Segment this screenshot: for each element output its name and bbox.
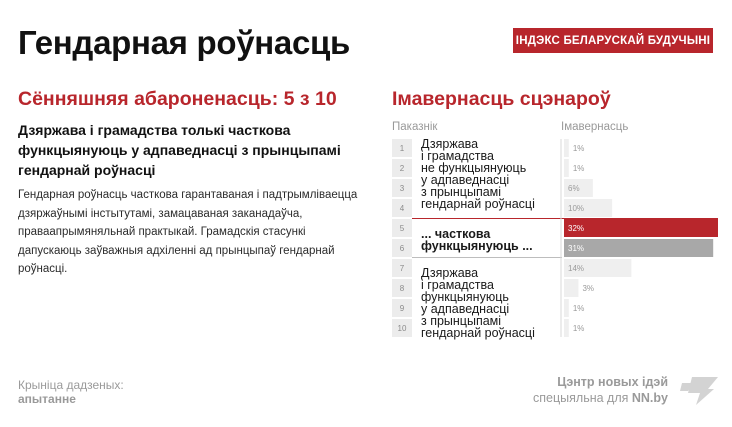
source-value: апытанне: [18, 392, 76, 406]
highlight-band-bottom: [412, 257, 562, 258]
brand-name: Цэнтр новых ідэй: [557, 375, 668, 389]
row-index: 5: [399, 224, 405, 233]
row-index: 10: [397, 324, 407, 333]
row-index: 1: [399, 144, 405, 153]
data-label: 1%: [572, 144, 585, 153]
data-label: 14%: [568, 264, 585, 273]
bar: [564, 279, 578, 297]
highlight-band-top: [412, 218, 718, 219]
data-label: 3%: [582, 284, 594, 293]
row-index: 9: [399, 304, 405, 313]
brand-attribution-prefix: спецыяльна для: [533, 391, 632, 405]
current-assessment-description: Гендарная роўнасць часткова гарантаваная і падтрымліваецца дзяржаўнымі інстытутамі, замацаваная заканадаўча, праваапрымяняльнай практыкай. Грамадскія стасункі дапускаюць заўважныя адхіленні ад прынцыпаў гендарнай роўнасці.: [18, 189, 358, 275]
brand-logo-icon: [678, 377, 718, 405]
index-badge: ІНДЭКС БЕЛАРУСКАЙ БУДУЧЫНІ: [513, 28, 713, 53]
row-index: 2: [399, 164, 405, 173]
data-label: 32%: [568, 224, 585, 233]
bar: [564, 299, 569, 317]
column-header-probability: Імавернасць: [561, 121, 629, 133]
column-header-indicator: Паказнік: [392, 121, 438, 133]
row-index: 6: [399, 244, 405, 253]
data-label: 1%: [572, 304, 585, 313]
brand-attribution: [533, 391, 668, 405]
row-index: 8: [399, 284, 405, 293]
current-assessment-heading: Сённяшняя абароненасць: 5 з 10: [18, 88, 337, 110]
data-label: 6%: [568, 184, 580, 193]
data-label: 31%: [568, 244, 585, 253]
row-label-high: Дзяржава і грамадства функцыянуюць у адпаведнасці з прынцыпамі гендарнай роўнасці: [421, 266, 535, 340]
bar: [564, 139, 569, 157]
scenarios-heading: Імавернасць сцэнароў: [392, 88, 611, 110]
bar: [564, 219, 718, 237]
bar: [564, 319, 569, 337]
brand-site: NN.by: [631, 391, 668, 405]
bar: [564, 159, 569, 177]
data-label: 1%: [572, 164, 585, 173]
row-label-mid: ... часткова функцыянуюць ...: [421, 227, 533, 253]
row-index: 7: [399, 264, 405, 273]
row-label-low: Дзяржава і грамадства не функцыянуюць у адпаведнасці з прынцыпамі гендарнай роўнасці: [421, 137, 535, 211]
page-title: Гендарная роўнасць: [18, 24, 350, 61]
row-index: 3: [399, 184, 405, 193]
source-label: Крыніца дадзеных:: [18, 378, 124, 392]
data-label: 10%: [568, 204, 585, 213]
row-index: 4: [399, 204, 405, 213]
current-assessment-subheading: Дзяржава і грамадства толькі часткова функцыянуюць у адпаведнасці з прынцыпамі гендарнай роўнасці: [18, 122, 341, 178]
data-label: 1%: [572, 324, 585, 333]
bar: [564, 239, 713, 257]
